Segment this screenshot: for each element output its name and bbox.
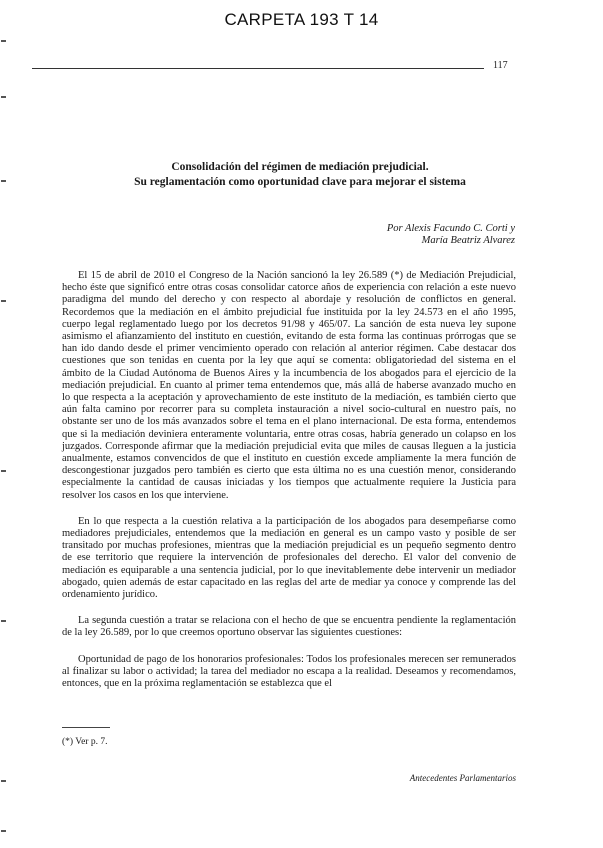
footnote-rule bbox=[62, 727, 110, 728]
header-rule bbox=[32, 68, 484, 69]
author-line-2: María Beatriz Alvarez bbox=[421, 235, 515, 246]
publisher-footer: Antecedentes Parlamentarios bbox=[409, 773, 516, 783]
scan-edge-marks bbox=[0, 0, 10, 848]
article-title bbox=[60, 160, 540, 190]
title-line-2: Su reglamentación como oportunidad clave para mejorar el sistema bbox=[134, 176, 466, 188]
paragraph: El 15 de abril de 2010 el Congreso de la Nación sancionó la ley 26.589 (*) de Mediación Prejudicial, hecho éste que significó entre otras cosas consolidar catorce años de experiencia con relación a este nuevo paradigma del mundo del derecho y con respecto al abordaje y resolución de conflictos en general. Recordemos que la mediación en el ámbito prejudicial fue instituida por la ley 24.573 en el año 1995, cuerpo legal reglamentado luego por los decretos 91/98 y 465/07. La sanción de esta nueva ley supone asimismo el afianzamiento del instituto en cuestión, evitando de esta forma las continuas prórrogas que se han ido dando desde el primer vencimiento operado con relación al anterior régimen. Cabe destacar dos cuestiones que son tenidas en cuenta por la ley que aquí se comenta: obligatoriedad del sistema en el ámbito de la Ciudad Autónoma de Buenos Aires y la incumbencia de los abogados para el ejercicio de la mediación prejudicial. En cuanto al primer tema entendemos que, más allá de haberse avanzado mucho en lo que respecta a la aceptación y aprovechamiento de este instituto de la mediación, es también cierto que aún falta camino por recorrer para su completa instauración a nivel socio-cultural en nuestro país, no obstante ser uno de los más avanzados sobre el tema en el plano internacional. De esta forma, entendemos que si la mediación deviniera enteramente voluntaria, entre otras cosas, habría generado un colapso en los juzgados. Corresponde afirmar que la mediación prejudicial evita que miles de causas lleguen a la justicia anualmente, estamos convencidos de que el instituto en cuestión excede ampliamente la mera función de descongestionar juzgados pero también es cierto que esta última no es una cuestión menor, considerando especialmente la cantidad de causas iniciadas y los tiempos que actualmente requiere la Justicia para resolver los casos en los que interviene. bbox=[62, 270, 516, 501]
author-line-1: Por Alexis Facundo C. Corti y bbox=[386, 223, 515, 234]
page-number: 117 bbox=[493, 60, 508, 71]
paragraph: Oportunidad de pago de los honorarios profesionales: Todos los profesionales merecen ser remunerados al finalizar su labor o actividad; la tarea del mediador no escapa a la realidad. Deseamos y recomendamos, entonces, que en la próxima reglamentación se establezca que el bbox=[62, 653, 516, 690]
article-body bbox=[62, 270, 516, 690]
paragraph: En lo que respecta a la cuestión relativa a la participación de los abogados para desempeñarse como mediadores prejudiciales, entendemos que la mediación en general es un campo vasto y posible de ser transitado por muchas profesiones, mientras que la mediación prejudicial es un pequeño segmento dentro de ese territorio que requiere la intervención de profesionales del derecho. El valor del convenio de mediación es equiparable a una sentencia judicial, por lo que inevitablemente debe intervenir un mediador abogado, quien además de estar capacitado en las reglas del arte de mediar ya conoce y comprende las del ordenamiento jurídico. bbox=[62, 515, 516, 601]
article-authors bbox=[300, 223, 515, 247]
title-line-1: Consolidación del régimen de mediación prejudicial. bbox=[171, 161, 429, 173]
folder-stamp: CARPETA 193 T 14 bbox=[224, 10, 379, 29]
paragraph: La segunda cuestión a tratar se relaciona con el hecho de que se encuentra pendiente la reglamentación de la ley 26.589, por lo que creemos oportuno observar las siguientes cuestiones: bbox=[62, 615, 516, 639]
footnote: (*) Ver p. 7. bbox=[62, 737, 108, 747]
